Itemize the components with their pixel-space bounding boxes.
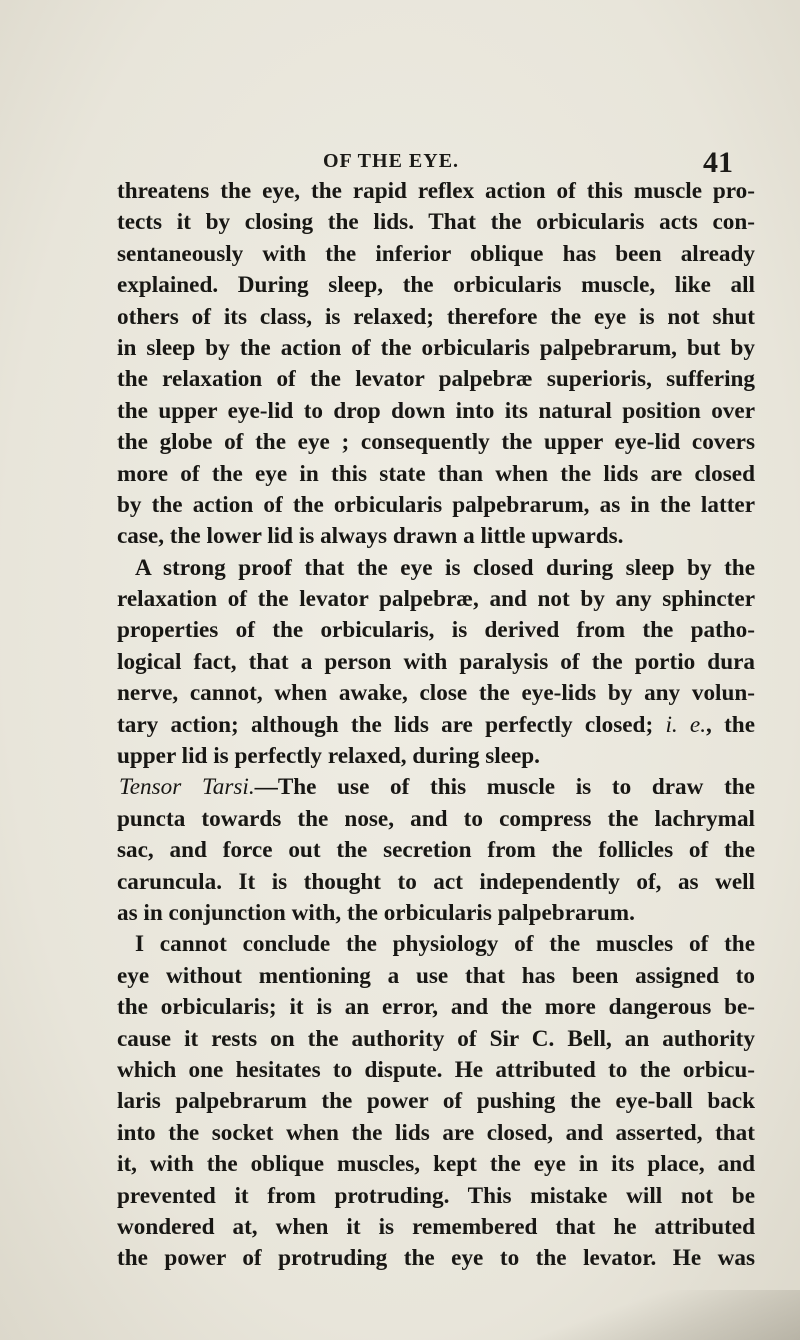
text-line: into the socket when the lids are closed, and asserted, that [117, 1119, 755, 1146]
text-line: I cannot conclude the physiology of the muscles of the [135, 931, 755, 958]
text-line: sentaneously with the inferior oblique has been already [117, 240, 755, 267]
text-line: puncta towards the nose, and to compress the lachrymal [117, 805, 755, 832]
text-line: more of the eye in this state than when the lids are closed [117, 460, 755, 487]
page-shadow [440, 1290, 800, 1340]
running-head: OF THE EYE. [323, 150, 460, 172]
text-line: laris palpebrarum the power of pushing the eye-ball back [117, 1088, 755, 1115]
text-line: nerve, cannot, when awake, close the eye-lids by any volun- [117, 680, 755, 707]
text-line: prevented it from protruding. This mistake will not be [117, 1182, 755, 1209]
text-line: logical fact, that a person with paralysis of the portio dura [117, 648, 755, 675]
text-segment: tary action; although the lids are perfectly closed; [117, 711, 666, 738]
text-line: cause it rests on the authority of Sir C. Bell, an authority [117, 1025, 755, 1052]
text-line: A strong proof that the eye is closed during sleep by the [135, 554, 755, 581]
text-line: sac, and force out the secretion from the follicles of the [117, 837, 755, 864]
text-line: which one hesitates to dispute. He attributed to the orbicu- [117, 1056, 755, 1083]
text-line: eye without mentioning a use that has been assigned to [117, 962, 755, 989]
text-line: the orbicularis; it is an error, and the more dangerous be- [117, 994, 755, 1021]
text-segment: —The use of this muscle is to draw the [254, 774, 755, 801]
text-line: it, with the oblique muscles, kept the eye in its place, and [117, 1151, 755, 1178]
text-line: tects it by closing the lids. That the orbicularis acts con- [117, 209, 755, 236]
text-line: wondered at, when it is remembered that he attributed [117, 1213, 755, 1240]
text-line: caruncula. It is thought to act independently of, as well [117, 868, 755, 895]
text-line: in sleep by the action of the orbicularis palpebrarum, but by [117, 334, 755, 361]
text-line: the globe of the eye ; consequently the upper eye-lid covers [117, 429, 755, 456]
text-line [117, 710, 755, 741]
text-line: explained. During sleep, the orbicularis muscle, like all [117, 272, 755, 299]
text-line: others of its class, is relaxed; therefore the eye is not shut [117, 303, 755, 330]
text-line: as in conjunction with, the orbicularis palpebrarum. [117, 899, 635, 926]
text-segment: , the [706, 711, 755, 738]
italic-abbreviation: i. e. [665, 711, 707, 738]
text-line: threatens the eye, the rapid reflex action of this muscle pro- [117, 178, 755, 204]
text-line: relaxation of the levator palpebræ, and not by any sphincter [117, 586, 755, 613]
text-line [117, 772, 755, 803]
text-line: the upper eye-lid to drop down into its natural position over [117, 397, 755, 424]
section-heading: Tensor Tarsi. [119, 774, 255, 801]
text-line: properties of the orbicularis, is derived from the patho- [117, 617, 755, 644]
body-text [117, 176, 755, 1275]
text-line: the power of protruding the eye to the levator. He was [117, 1245, 755, 1272]
page-number: 41 [703, 146, 733, 179]
text-line: the relaxation of the levator palpebræ superioris, suffering [117, 366, 755, 393]
text-line: by the action of the orbicularis palpebrarum, as in the latter [117, 491, 755, 518]
text-line: upper lid is perfectly relaxed, during sleep. [117, 743, 540, 770]
text-line: case, the lower lid is always drawn a little upwards. [117, 523, 624, 550]
